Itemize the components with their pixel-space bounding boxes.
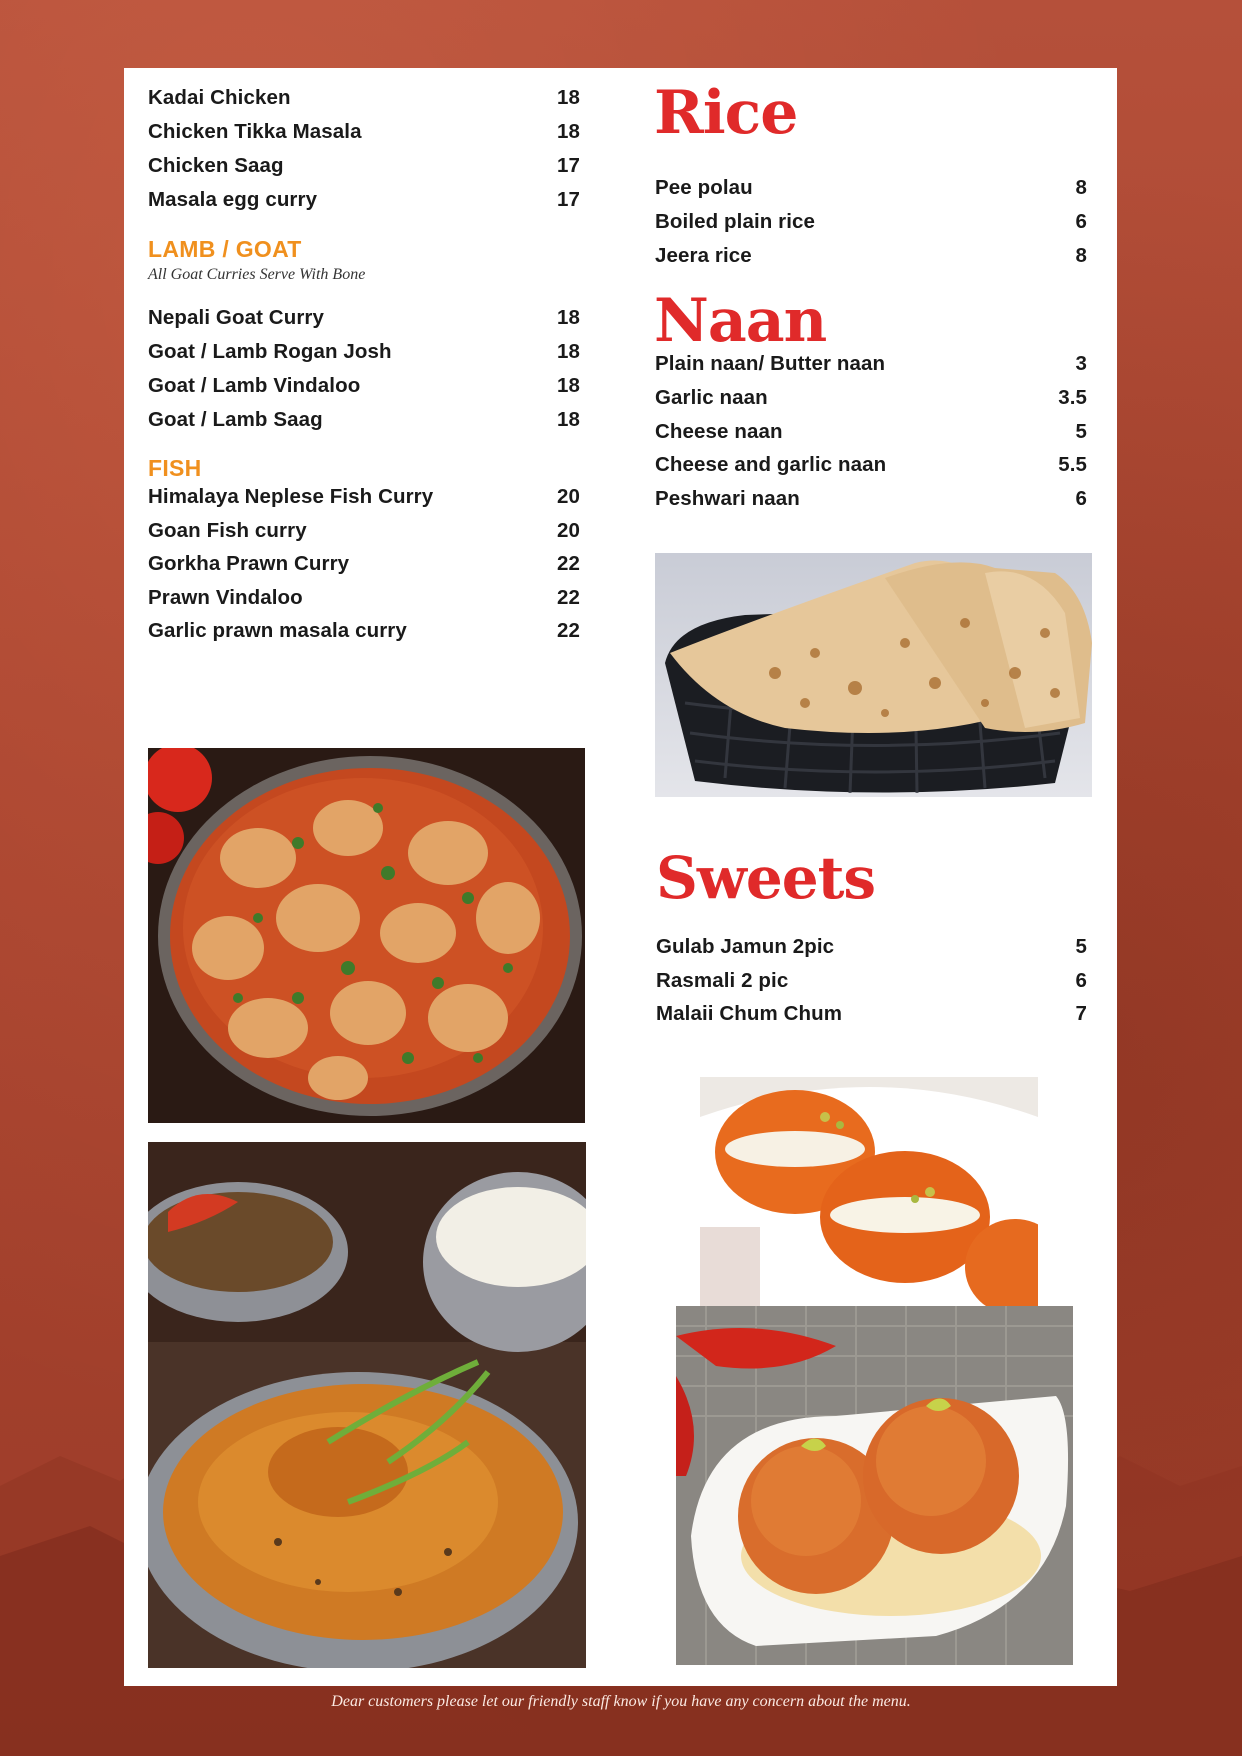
item-price: 7 bbox=[1075, 1002, 1087, 1025]
item-name: Garlic prawn masala curry bbox=[148, 619, 407, 642]
item-name: Kadai Chicken bbox=[148, 86, 291, 109]
list-item bbox=[148, 485, 580, 519]
item-price: 8 bbox=[1075, 244, 1087, 267]
fish-curry-photo bbox=[148, 1142, 586, 1668]
item-price: 6 bbox=[1075, 210, 1087, 233]
list-item bbox=[655, 244, 1087, 278]
item-name: Masala egg curry bbox=[148, 188, 318, 211]
item-price: 18 bbox=[556, 408, 580, 431]
list-item bbox=[148, 306, 580, 340]
chicken-curry-photo bbox=[148, 748, 585, 1123]
category-heading-lamb-goat: LAMB / GOAT bbox=[148, 236, 302, 262]
list-item bbox=[148, 188, 580, 222]
item-name: Cheese and garlic naan bbox=[655, 453, 887, 477]
item-name: Jeera rice bbox=[655, 244, 752, 267]
item-name: Chicken Tikka Masala bbox=[148, 120, 362, 143]
list-item bbox=[148, 374, 580, 408]
item-name: Plain naan/ Butter naan bbox=[655, 352, 886, 375]
item-price: 22 bbox=[556, 619, 580, 642]
item-name: Rasmali 2 pic bbox=[656, 968, 789, 992]
gulab-jamun-photo bbox=[676, 1306, 1073, 1665]
curry-list bbox=[148, 86, 580, 222]
list-item bbox=[656, 935, 1087, 969]
list-item bbox=[656, 969, 1087, 1003]
item-name: Himalaya Neplese Fish Curry bbox=[148, 485, 434, 508]
list-item bbox=[148, 519, 580, 553]
list-item bbox=[148, 408, 580, 442]
rice-list bbox=[655, 176, 1087, 278]
list-item bbox=[655, 453, 1087, 487]
item-name: Gorkha Prawn Curry bbox=[148, 552, 350, 575]
footer-note: Dear customers please let our friendly staff know if you have any concern about the menu. bbox=[331, 1693, 911, 1710]
item-name: Boiled plain rice bbox=[655, 210, 816, 233]
item-name: Goat / Lamb Vindaloo bbox=[148, 374, 361, 397]
item-price: 22 bbox=[556, 552, 580, 575]
item-name: Chicken Saag bbox=[148, 154, 284, 177]
item-name: Cheese naan bbox=[655, 419, 783, 443]
list-item bbox=[148, 120, 580, 154]
item-name: Gulab Jamun 2pic bbox=[656, 935, 835, 958]
list-item bbox=[148, 619, 580, 653]
item-price: 17 bbox=[556, 188, 580, 211]
fish-list bbox=[148, 485, 580, 653]
item-name: Malaii Chum Chum bbox=[656, 1002, 843, 1025]
item-price: 8 bbox=[1075, 176, 1087, 199]
lamb-goat-list bbox=[148, 306, 580, 442]
item-price: 18 bbox=[556, 120, 580, 143]
item-price: 20 bbox=[556, 485, 580, 508]
item-name: Prawn Vindaloo bbox=[148, 585, 303, 609]
category-heading-fish: FISH bbox=[148, 455, 202, 481]
naan-basket-photo bbox=[655, 553, 1092, 797]
list-item bbox=[148, 154, 580, 188]
item-name: Goan Fish curry bbox=[148, 518, 307, 542]
item-name: Peshwari naan bbox=[655, 487, 800, 511]
list-item bbox=[148, 340, 580, 374]
item-price: 5 bbox=[1075, 935, 1087, 958]
naan-list bbox=[655, 352, 1087, 521]
item-price: 18 bbox=[556, 374, 580, 397]
item-price: 6 bbox=[1075, 487, 1087, 511]
rice-title: Rice bbox=[654, 78, 798, 148]
list-item bbox=[148, 552, 580, 586]
item-name: Pee polau bbox=[655, 176, 753, 199]
item-price: 6 bbox=[1075, 968, 1087, 992]
item-name: Goat / Lamb Saag bbox=[148, 408, 323, 431]
category-note: All Goat Curries Serve With Bone bbox=[148, 266, 366, 283]
item-price: 3.5 bbox=[1058, 385, 1087, 409]
list-item bbox=[655, 352, 1087, 386]
item-price: 17 bbox=[556, 154, 580, 177]
list-item bbox=[655, 420, 1087, 454]
list-item bbox=[656, 1002, 1087, 1036]
item-price: 18 bbox=[556, 306, 580, 329]
item-price: 20 bbox=[556, 518, 580, 542]
item-price: 18 bbox=[556, 340, 580, 363]
naan-title: Naan bbox=[654, 286, 827, 356]
item-price: 22 bbox=[556, 585, 580, 609]
item-name: Goat / Lamb Rogan Josh bbox=[148, 340, 392, 363]
list-item bbox=[148, 86, 580, 120]
item-price: 5 bbox=[1075, 419, 1087, 443]
list-item bbox=[655, 210, 1087, 244]
item-price: 18 bbox=[556, 86, 580, 109]
list-item bbox=[655, 386, 1087, 420]
list-item bbox=[655, 487, 1087, 521]
item-name: Garlic naan bbox=[655, 385, 768, 409]
item-price: 5.5 bbox=[1058, 453, 1087, 477]
list-item bbox=[655, 176, 1087, 210]
item-name: Nepali Goat Curry bbox=[148, 306, 324, 329]
sweets-list bbox=[656, 935, 1087, 1036]
item-price: 3 bbox=[1075, 352, 1087, 375]
sweets-title: Sweets bbox=[656, 844, 876, 912]
chum-chum-photo bbox=[700, 1077, 1038, 1331]
list-item bbox=[148, 586, 580, 620]
